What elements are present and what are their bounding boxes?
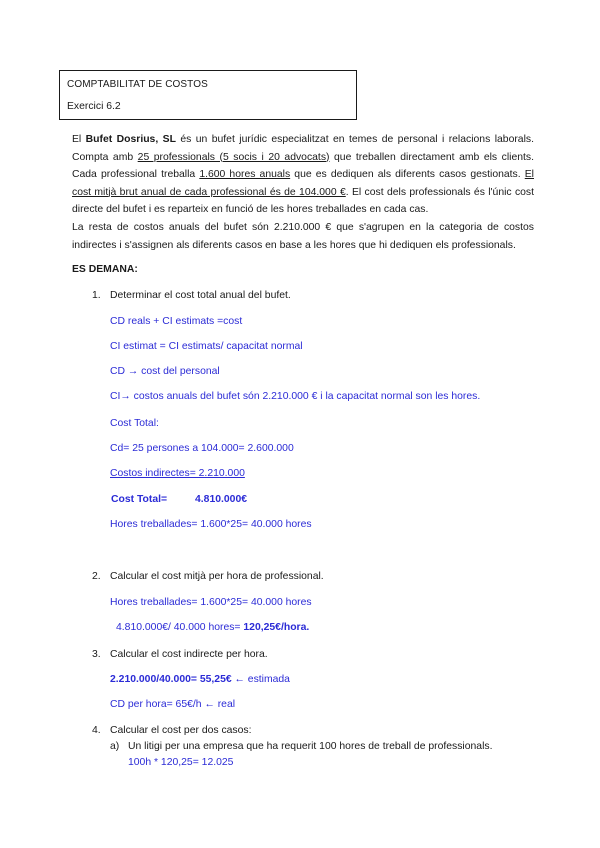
company-name: Bufet Dosrius, SL [85,134,176,145]
q2-answer-2: 4.810.000€/ 40.000 hores= 120,25€/hora. [116,622,310,633]
q4-number: 4. [92,725,101,736]
header-box [59,70,357,120]
q1-answer-2: CI estimat = CI estimats/ capacitat normal [110,341,303,352]
q1-answer-7: Costos indirectes= 2.210.000 [110,468,245,479]
q3-text: Calcular el cost indirecte per hora. [110,649,268,660]
q1-total-value: 4.810.000€ [195,494,248,505]
q1-text: Determinar el cost total anual del bufet. [110,290,291,301]
q2-number: 2. [92,571,101,582]
q1-answer-4: CI→ costos anuals del bufet són 2.210.000 € i la capacitat normal son les hores. [110,391,481,402]
q3-number: 3. [92,649,101,660]
q1-answer-1: CD reals + CI estimats =cost [110,316,243,327]
intro-paragraph-1: El Bufet Dosrius, SL és un bufet jurídic especialitzat en temes de personal i relacions laborals. Compta amb 25 professionals (5 socis i 20 advocats) que treballen directament amb els clients. Cada professional treballa 1.600 hores anuals que es dediquen als diferents casos gestionats. El cost mitjà brut anual de cada professional és de 104.000 €. El cost dels professionals és l'únic cost directe del bufet i es reparteix en funció de les hores treballades en cada cas. [72,134,534,215]
q1-answer-9: Hores treballades= 1.600*25= 40.000 hores [110,519,312,530]
es-demana-heading: ES DEMANA: [72,264,138,275]
intro-paragraph-2: La resta de costos anuals del bufet són 2.210.000 € que s'agrupen en la categoria de costos indirectes i s'assignen als diferents casos en base a les hores que hi dediquen els professionals. [72,222,534,251]
q4-sub-a-label: a) [110,741,120,752]
q4-text: Calcular el cost per dos casos: [110,725,252,736]
q2-text: Calcular el cost mitjà per hora de professional. [110,571,324,582]
q1-answer-5: Cost Total: [110,418,159,429]
q1-answer-3: CD → cost del personal [110,366,220,377]
q1-total-label: Cost Total= [111,494,168,505]
q3-answer-1: 2.210.000/40.000= 55,25€ ← estimada [110,674,290,685]
q3-answer-2: CD per hora= 65€/h ← real [110,699,236,710]
exercise-title: Exercici 6.2 [67,101,121,112]
document-title: COMPTABILITAT DE COSTOS [67,79,208,90]
q1-answer-6: Cd= 25 persones a 104.000= 2.600.000 [110,443,294,454]
q4-sub-a-text: Un litigi per una empresa que ha requerit 100 hores de treball de professionals. [128,741,493,752]
q4-sub-a-answer: 100h * 120,25= 12.025 [128,757,234,768]
annual-hours: 1.600 hores anuals [199,169,291,180]
staff-count: 25 professionals (5 socis i 20 advocats) [137,151,330,163]
average-cost: El cost mitjà brut anual de cada professional és de 104.000 € [72,169,534,198]
q1-number: 1. [92,290,101,301]
q2-answer-1: Hores treballades= 1.600*25= 40.000 hores [110,597,312,608]
